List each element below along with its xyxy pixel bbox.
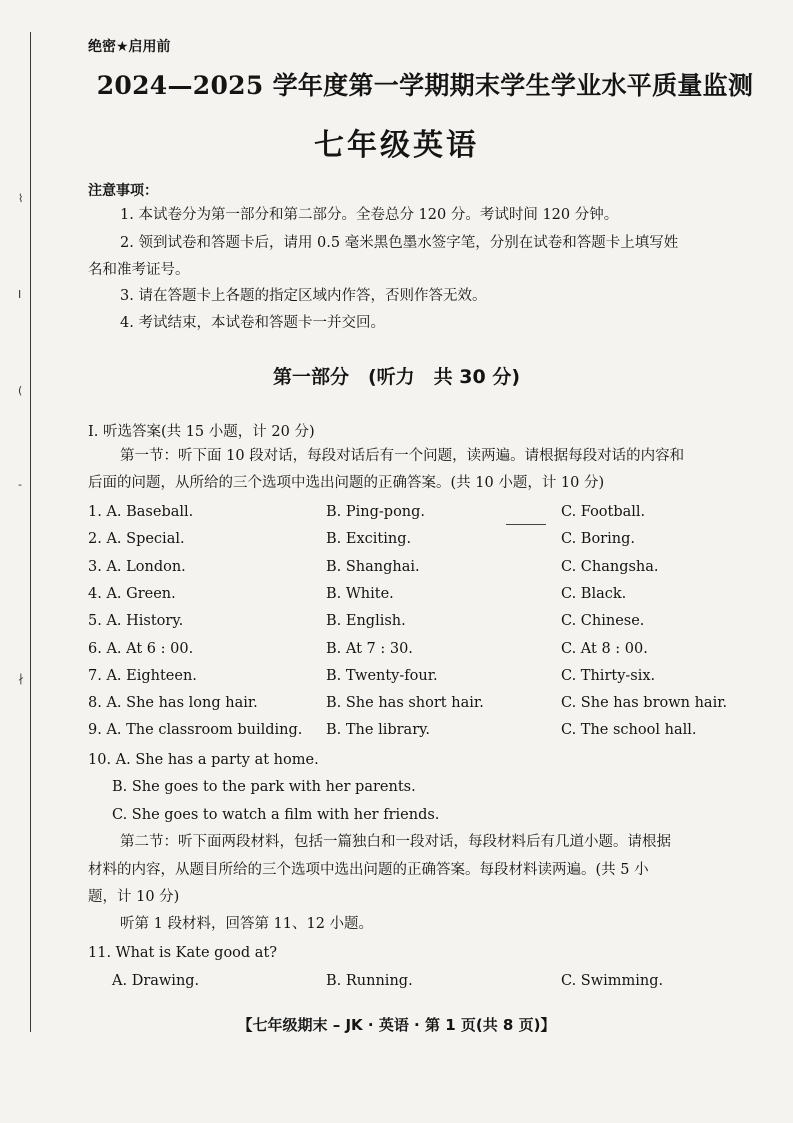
- subsection-two-instructions: 第二节：听下面两段材料，包括一篇独白和一段对话，每段材料后有几道小题。请根据: [120, 834, 671, 850]
- question-11-option-b: B. Running.: [326, 973, 413, 989]
- question-8-option-c: C. She has brown hair.: [561, 695, 728, 711]
- subsection-one-instructions: 后面的问题，从所给的三个选项中选出问题的正确答案。(共 10 小题，计 10 分): [88, 475, 605, 491]
- exam-title: 2024—2025 学年度第一学期期末学生学业水平质量监测: [96, 71, 754, 100]
- question-3-option-c: C. Changsha.: [561, 559, 659, 575]
- subsection-two-instructions: 材料的内容，从题目所给的三个选项中选出问题的正确答案。每段材料读两遍。(共 5 小: [88, 862, 649, 878]
- question-4-option-c: C. Black.: [561, 586, 627, 602]
- note-item: 4. 考试结束，本试卷和答题卡一并交回。: [120, 315, 385, 331]
- question-3-option-b: B. Shanghai.: [326, 559, 420, 575]
- question-11-option-c: C. Swimming.: [561, 973, 664, 989]
- question-9-option-b: B. The library.: [326, 722, 431, 738]
- margin-mark: ⌇: [18, 192, 24, 205]
- subsection-one-instructions: 第一节：听下面 10 段对话，每段对话后有一个问题，读两遍。请根据每段对话的内容和: [120, 448, 685, 464]
- notes-heading: 注意事项：: [88, 183, 158, 199]
- question-5-option-c: C. Chinese.: [561, 613, 645, 629]
- note-item: 2. 领到试卷和答题卡后，请用 0.5 毫米黑色墨水签字笔，分别在试卷和答题卡上填写姓: [120, 235, 679, 251]
- question-2-option-c: C. Boring.: [561, 531, 635, 547]
- secret-label: 绝密★启用前: [88, 39, 171, 55]
- question-8-option-a: 8. A. She has long hair.: [88, 695, 258, 711]
- question-2-option-a: 2. A. Special.: [88, 531, 185, 547]
- question-7-option-b: B. Twenty-four.: [326, 668, 438, 684]
- question-5-option-a: 5. A. History.: [88, 613, 184, 629]
- question-2-option-b: B. Exciting.: [326, 531, 412, 547]
- question-4-option-b: B. White.: [326, 586, 394, 602]
- page-footer: 【七年级期末 – JK · 英语 · 第 1 页(共 8 页)】: [237, 1016, 556, 1034]
- subject-title: 七年级英语: [314, 128, 479, 163]
- question-6-option-a: 6. A. At 6 : 00.: [88, 641, 194, 657]
- question-1-option-a: 1. A. Baseball.: [88, 504, 194, 520]
- stray-mark: [506, 524, 546, 525]
- question-10-option-c: C. She goes to watch a film with her friends.: [112, 807, 440, 823]
- question-9-option-c: C. The school hall.: [561, 722, 697, 738]
- part-one-title: 第一部分 (听力 共 30 分): [272, 366, 521, 388]
- question-6-option-b: B. At 7 : 30.: [326, 641, 413, 657]
- material-one-intro: 听第 1 段材料，回答第 11、12 小题。: [120, 916, 374, 932]
- question-11-stem: 11. What is Kate good at?: [88, 945, 278, 961]
- note-item-continued: 名和准考证号。: [88, 262, 190, 278]
- question-10-option-b: B. She goes to the park with her parents.: [112, 779, 416, 795]
- question-8-option-b: B. She has short hair.: [326, 695, 484, 711]
- question-1-option-c: C. Football.: [561, 504, 646, 520]
- subsection-two-instructions: 题，计 10 分): [88, 889, 180, 905]
- question-9-option-a: 9. A. The classroom building.: [88, 722, 303, 738]
- note-item: 1. 本试卷分为第一部分和第二部分。全卷总分 120 分。考试时间 120 分钟。: [120, 207, 619, 223]
- question-7-option-c: C. Thirty-six.: [561, 668, 656, 684]
- binding-line: [30, 32, 31, 1032]
- question-7-option-a: 7. A. Eighteen.: [88, 668, 197, 684]
- margin-mark: -: [18, 478, 22, 491]
- margin-mark: I: [18, 288, 22, 301]
- question-6-option-c: C. At 8 : 00.: [561, 641, 648, 657]
- section-one-title: Ⅰ. 听选答案(共 15 小题，计 20 分): [88, 424, 315, 440]
- margin-mark: (: [18, 384, 23, 397]
- question-10-option-a: 10. A. She has a party at home.: [88, 752, 319, 768]
- question-4-option-a: 4. A. Green.: [88, 586, 176, 602]
- margin-mark: ∤: [18, 672, 24, 685]
- question-11-option-a: A. Drawing.: [112, 973, 200, 989]
- question-5-option-b: B. English.: [326, 613, 406, 629]
- note-item: 3. 请在答题卡上各题的指定区域内作答，否则作答无效。: [120, 288, 487, 304]
- question-1-option-b: B. Ping-pong.: [326, 504, 426, 520]
- question-3-option-a: 3. A. London.: [88, 559, 186, 575]
